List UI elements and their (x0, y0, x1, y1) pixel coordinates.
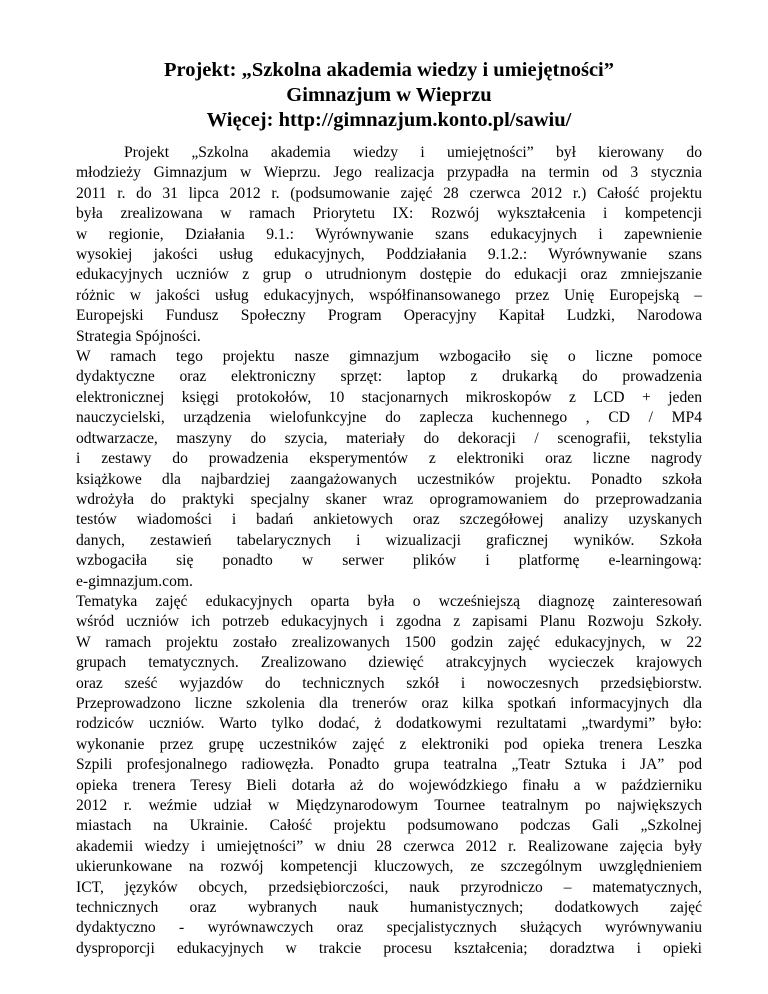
text-line: e-gimnazjum.com. (76, 572, 193, 590)
text-line: ICT, języków obcych, przedsiębiorczości, nauk przyrodniczo – matematycznych, (76, 878, 702, 896)
text-line: ukierunkowane na rozwój kompetencji kluczowych, ze szczególnym uwzględnieniem (76, 858, 702, 876)
text-line: edukacyjnych uczniów z grup o utrudnionym dostępie do edukacji oraz zmniejszanie (76, 266, 702, 284)
text-line: 2011 r. do 31 lipca 2012 r. (podsumowanie zajęć 28 czerwca 2012 r.) Całość projektu (76, 184, 702, 202)
text-line: dysproporcji edukacyjnych w trakcie procesu kształcenia; doradztwa i opieki (76, 939, 702, 957)
document-title (76, 58, 702, 133)
paragraph-topics (76, 592, 702, 959)
text-line: dydaktyczno - wyrównawczych oraz specjalistycznych służących wyrównywaniu (76, 919, 702, 937)
text-line: była zrealizowana w ramach Priorytetu IX: Rozwój wykształcenia i kompetencji (76, 205, 702, 223)
title-line-more-link: Więcej: http://gimnazjum.konto.pl/sawiu/ (206, 109, 572, 131)
text-line: grupach tematycznych. Zrealizowano dziewięć atrakcyjnych wycieczek krajowych (76, 654, 702, 672)
text-line: oraz sześć wyjazdów do technicznych szkół i nowoczesnych przedsiębiorstw. (76, 674, 702, 692)
text-line: akademii wiedzy i umiejętności” w dniu 28 czerwca 2012 r. Realizowane zajęcia były (76, 837, 702, 855)
text-line: 2012 r. weźmie udział w Międzynarodowym Tournee teatralnym po największych (76, 797, 702, 814)
text-line: odtwarzacze, maszyny do szycia, materiały do dekoracji / scenografii, tekstylia (76, 429, 702, 447)
text-line: wdrożyła do praktyki specjalny skaner wraz oprogramowaniem do przeprowadzania (76, 490, 702, 508)
paragraph-equipment (76, 347, 702, 592)
title-line-project: Projekt: „Szkolna akademia wiedzy i umiejętności” (163, 59, 615, 81)
text-line: danych, zestawień tabelarycznych i wizualizacji graficznej wyników. Szkoła (76, 531, 702, 549)
text-line: testów wiadomości i badań ankietowych oraz szczegółowej analizy uzyskanych (76, 511, 702, 529)
title-line-school: Gimnazjum w Wieprzu (286, 84, 492, 106)
text-line: młodzieży Gimnazjum w Wieprzu. Jego realizacja przypadła na termin od 3 stycznia (76, 164, 702, 182)
text-line: wzbogaciła się ponadto w serwer plików i platformę e-learningową: (76, 552, 702, 570)
text-line: wśród uczniów ich potrzeb edukacyjnych i zgodna z zapisami Planu Rozwoju Szkoły. (76, 613, 702, 631)
text-line: technicznych oraz wybranych nauk humanistycznych; dodatkowych zajęć (76, 899, 702, 917)
document-body (76, 143, 702, 959)
text-line: opieka trenera Teresy Bieli dotarła aż do wojewódzkiego finału a w październiku (76, 776, 702, 794)
text-line: różnic w jakości usług edukacyjnych, współfinansowanego przez Unię Europejską – (76, 286, 702, 304)
paragraph-intro (76, 143, 702, 347)
text-line: Przeprowadzono liczne szkolenia dla trenerów oraz kilka spotkań informacyjnych dla (76, 694, 702, 712)
text-line: elektronicznej księgi protokołów, 10 stacjonarnych mikroskopów z LCD + jeden (76, 388, 702, 406)
text-line: W ramach tego projektu nasze gimnazjum wzbogaciło się o liczne pomoce (76, 348, 702, 366)
text-line: wysokiej jakości usług edukacyjnych, Poddziałania 9.1.2.: Wyrównywanie szans (76, 246, 702, 264)
text-line: W ramach projektu zostało zrealizowanych 1500 godzin zajęć edukacyjnych, w 22 (76, 633, 702, 651)
text-line: Projekt „Szkolna akademia wiedzy i umiejętności” był kierowany do (124, 144, 702, 161)
text-line: wykonanie przez grupę uczestników zajęć z elektroniki pod opieka trenera Leszka (76, 735, 702, 753)
text-line: Szpili profesjonalnego radiowęzła. Ponadto grupa teatralna „Teatr Sztuka i JA” pod (76, 756, 702, 774)
text-line: w regionie, Działania 9.1.: Wyrównywanie szans edukacyjnych i zapewnienie (76, 225, 702, 243)
text-line: książkowe dla najbardziej zaangażowanych uczestników projektu. Ponadto szkoła (76, 470, 702, 488)
text-line: dydaktyczne oraz elektroniczny sprzęt: laptop z drukarką do prowadzenia (76, 368, 702, 386)
text-line: rodziców uczniów. Warto tylko dodać, ż dodatkowymi rezultatami „twardymi” było: (76, 715, 702, 733)
text-line: nauczycielski, urządzenia wielofunkcyjne do zaplecza kuchennego , CD / MP4 (76, 409, 702, 427)
document-page (76, 58, 702, 959)
text-line: i zestawy do prowadzenia eksperymentów z elektroniki oraz liczne nagrody (76, 450, 702, 468)
text-line: Europejski Fundusz Społeczny Program Operacyjny Kapitał Ludzki, Narodowa (76, 307, 702, 325)
text-line: miastach na Ukrainie. Całość projektu podsumowano podczas Gali „Szkolnej (76, 817, 702, 835)
text-line: Tematyka zajęć edukacyjnych oparta była o wcześniejszą diagnozę zainteresowań (76, 592, 702, 610)
text-line: Strategia Spójności. (76, 327, 201, 345)
